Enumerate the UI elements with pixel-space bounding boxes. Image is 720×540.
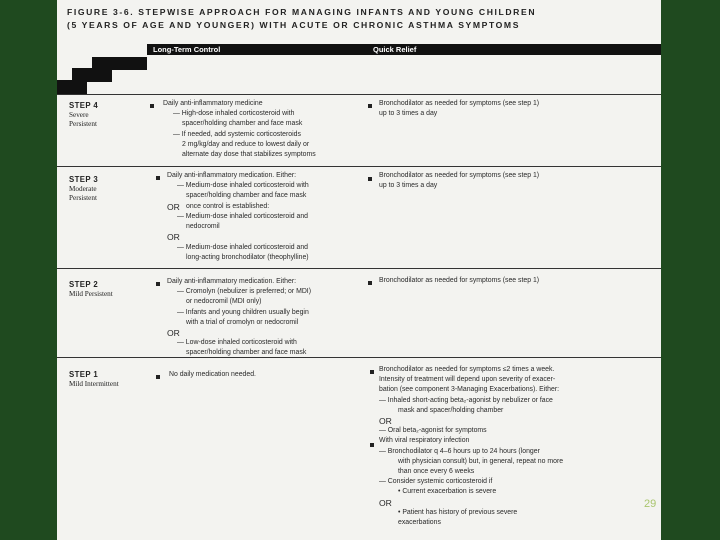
step-severity: Persistent (69, 120, 97, 128)
text-line: long-acting bronchodilator (theophylline) (186, 253, 309, 261)
step-1-label (69, 370, 119, 389)
bullet-icon (368, 104, 372, 108)
text-line: OR (167, 232, 180, 243)
text-line: bation (see component 3-Managing Exacerbations). Either: (379, 386, 560, 394)
divider-line (57, 268, 661, 269)
text-line: • Patient has history of previous severe (398, 508, 518, 516)
text-line: — Consider systemic corticosteroid if (379, 478, 493, 486)
slide-page-number: 29 (644, 498, 657, 510)
text-line: — Oral beta₂-agonist for symptoms (379, 427, 487, 435)
bullet-icon (370, 370, 374, 374)
text-line: OR (379, 416, 392, 427)
step-4-label (69, 101, 98, 130)
step-4-long-term-control (163, 99, 316, 160)
text-line: than once every 6 weeks (398, 468, 475, 476)
text-line: — Bronchodilator q 4–6 hours up to 24 hours (longer (379, 447, 540, 455)
text-line: up to 3 times a day (379, 182, 438, 190)
bullet-icon (150, 104, 154, 108)
step-2-label (69, 280, 113, 299)
step-1-quick-relief (379, 365, 563, 528)
text-line: with physician consult) but, in general, repeat no more (398, 457, 564, 465)
text-line: — Medium-dose inhaled corticosteroid and (177, 243, 308, 251)
text-line: — Medium-dose inhaled corticosteroid with (177, 182, 309, 190)
bullet-icon (368, 281, 372, 285)
step-3-quick-relief (379, 171, 539, 191)
figure-title-line-2: (5 YEARS OF AGE AND YOUNGER) WITH ACUTE OR CHRONIC ASTHMA SYMPTOMS (67, 20, 521, 30)
text-line: Daily anti-inflammatory medication. Either: (167, 278, 297, 285)
text-line: nedocromil (186, 223, 220, 231)
text-line: Bronchodilator as needed for symptoms (see step 1) (379, 277, 540, 284)
bullet-icon (156, 375, 160, 379)
divider-line (57, 166, 661, 167)
text-line: mask and spacer/holding chamber (398, 406, 504, 414)
step-number: STEP 2 (69, 280, 99, 289)
step-1-long-term-control (169, 370, 256, 380)
step-severity: Severe (69, 110, 89, 119)
bullet-icon (156, 176, 160, 180)
text-line: — Medium-dose inhaled corticosteroid and (177, 213, 308, 221)
divider-line (57, 357, 661, 358)
bullet-icon (368, 177, 372, 181)
text-line: with a trial of cromolyn or nedocromil (186, 318, 299, 326)
text-line: — Infants and young children usually begin (177, 308, 309, 316)
step-2-long-term-control (167, 277, 311, 359)
text-line: Daily anti-inflammatory medication. Either: (167, 172, 297, 179)
text-line: No daily medication needed. (169, 371, 256, 378)
text-line: With viral respiratory infection (379, 437, 470, 445)
step-severity: Persistent (69, 194, 97, 202)
text-line: — Inhaled short-acting beta₂-agonist by nebulizer or face (379, 396, 553, 404)
text-line: Bronchodilator as needed for symptoms (see step 1) (379, 100, 540, 107)
text-line: 2 mg/kg/day and reduce to lowest daily or (182, 140, 310, 148)
step-severity: Mild Persistent (69, 289, 113, 298)
step-severity: Moderate (69, 184, 97, 193)
text-line: spacer/holding chamber and face mask (182, 120, 303, 128)
step-number: STEP 1 (69, 370, 99, 379)
document-page (57, 0, 661, 540)
text-line: — Low-dose inhaled corticosteroid with (177, 339, 297, 347)
stair-1 (57, 80, 87, 95)
text-line: spacer/holding chamber and face mask (186, 349, 307, 357)
stair-3 (92, 57, 147, 70)
text-line: OR (167, 328, 180, 339)
step-severity: Mild Intermittent (69, 379, 119, 388)
text-line: OR (167, 201, 180, 212)
step-2-quick-relief (379, 276, 539, 286)
text-line: Bronchodilator as needed for symptoms (see step 1) (379, 172, 540, 179)
step-number: STEP 3 (69, 175, 99, 184)
text-line: — High-dose inhaled corticosteroid with (173, 110, 295, 118)
text-line: OR (379, 497, 392, 508)
text-line: • Current exacerbation is severe (398, 488, 497, 496)
bullet-icon (156, 282, 160, 286)
step-3-label (69, 175, 98, 204)
bullet-icon (370, 443, 374, 447)
text-line: Bronchodilator as needed for symptoms ≤2 times a week. (379, 366, 555, 373)
figure-title (67, 6, 657, 32)
text-line: or nedocromil (MDI only) (186, 298, 262, 306)
text-line: up to 3 times a day (379, 110, 438, 118)
text-line: — If needed, add systemic corticosteroids (173, 130, 301, 138)
text-line: Daily anti-inflammatory medicine (163, 100, 263, 107)
text-line: spacer/holding chamber and face mask (186, 192, 307, 200)
step-4-quick-relief (379, 99, 539, 119)
step-number: STEP 4 (69, 101, 99, 110)
stair-2 (72, 68, 112, 82)
text-line: alternate day dose that stabilizes symptoms (182, 151, 316, 159)
text-line: — Cromolyn (nebulizer is preferred; or MDI) (177, 288, 312, 296)
divider-line (57, 94, 661, 95)
step-3-long-term-control (167, 171, 309, 263)
long-term-control-header: Long-Term Control (153, 45, 221, 54)
text-line: exacerbations (398, 519, 441, 527)
figure-title-line-1: FIGURE 3-6. STEPWISE APPROACH FOR MANAGING INFANTS AND YOUNG CHILDREN (67, 7, 537, 17)
text-line: Intensity of treatment will depend upon severity of exacer- (379, 376, 556, 384)
quick-relief-header: Quick Relief (373, 45, 417, 54)
text-line: once control is established: (186, 202, 270, 210)
